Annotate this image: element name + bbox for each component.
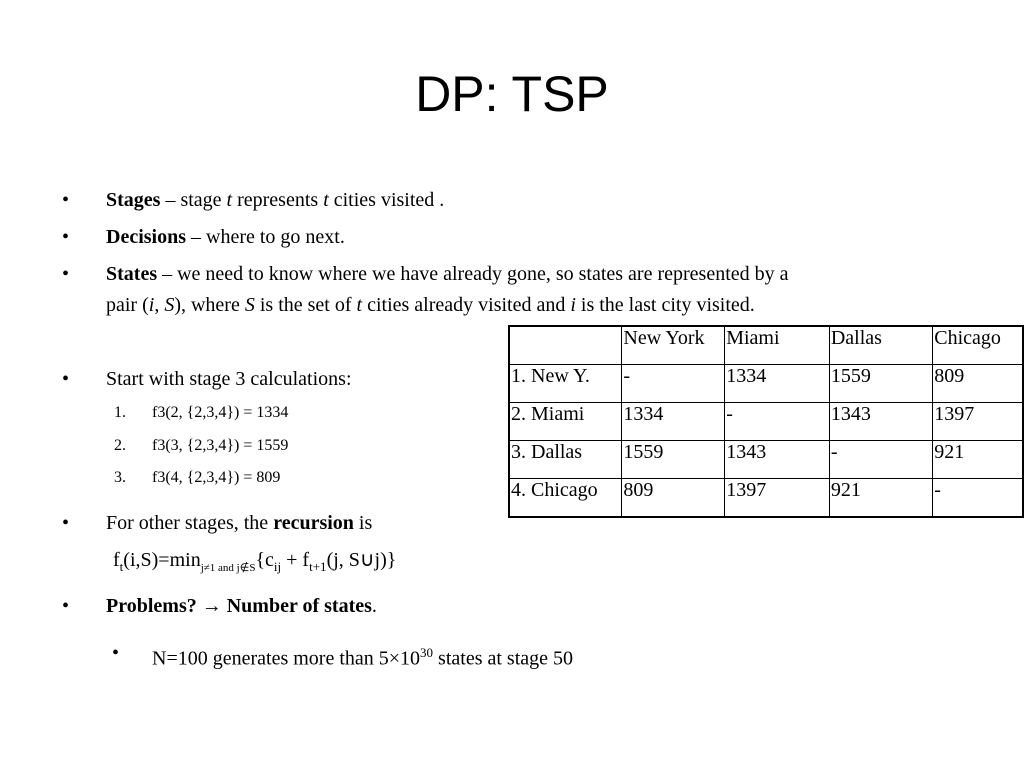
bullet-dot: • <box>62 263 70 285</box>
table-cell: 1334 <box>725 365 830 403</box>
table-cell: 1334 <box>622 403 725 441</box>
table-row <box>509 365 1023 403</box>
bullet-problems-text: Problems? → Number of states. <box>106 595 377 617</box>
table-row <box>509 479 1023 518</box>
bullet-states-line2: pair (i, S), where S is the set of t cities already visited and i is the last city visited. <box>106 294 755 316</box>
table-cell: - <box>829 441 932 479</box>
table-cell: 1397 <box>725 479 830 518</box>
table-row <box>509 403 1023 441</box>
distance-table <box>508 325 1024 518</box>
table-header-row <box>509 326 1023 365</box>
bullet-dot: • <box>112 642 120 664</box>
table-cell: 1559 <box>622 441 725 479</box>
table-cell: 3. Dallas <box>509 441 622 479</box>
table-cell: 921 <box>829 479 932 518</box>
table-row <box>509 441 1023 479</box>
table-cell: 809 <box>933 365 1023 403</box>
bullet-start-text: Start with stage 3 calculations: <box>106 368 352 390</box>
table-header-cell: Miami <box>725 326 830 365</box>
table-cell: 1. New Y. <box>509 365 622 403</box>
bullet-dot: • <box>62 368 70 390</box>
table-header-cell <box>509 326 622 365</box>
table-cell: - <box>933 479 1023 518</box>
bullet-recursion-text: For other stages, the recursion is <box>106 512 373 534</box>
bullet-states-line1: States – we need to know where we have already gone, so states are represented by a <box>106 263 789 285</box>
bullet-dot: • <box>62 189 70 211</box>
table-cell: - <box>622 365 725 403</box>
table-cell: 1559 <box>829 365 932 403</box>
stages-label: Stages <box>106 189 161 211</box>
bullet-dot: • <box>62 595 70 617</box>
table-cell: 809 <box>622 479 725 518</box>
bullet-decisions-text: Decisions – where to go next. <box>106 226 345 248</box>
states-label: States <box>106 263 158 285</box>
bullet-dot: • <box>62 512 70 534</box>
table-cell: 4. Chicago <box>509 479 622 518</box>
decisions-label: Decisions <box>106 226 186 248</box>
sub-bullet-text: N=100 generates more than $5\times 10^{30}$ states at stage 50 <box>152 645 574 670</box>
bullet-dot: • <box>62 226 70 248</box>
table-cell: 921 <box>933 441 1023 479</box>
table-cell: - <box>725 403 830 441</box>
bullet-stages-text: Stages – stage t represents t cities visited . <box>106 189 445 211</box>
table-header-cell: Chicago <box>933 326 1023 365</box>
slide-title: DP: TSP <box>415 66 609 122</box>
table-header-cell: New York <box>622 326 725 365</box>
table-cell: 1343 <box>829 403 932 441</box>
table-cell: 2. Miami <box>509 403 622 441</box>
recursion-formula: $f_t(i,S)=\min_{j\ne 1 and j\notin S}\{c_{ij} + f_{t+1}(j$, S∪j)} <box>113 549 397 574</box>
table-cell: 1343 <box>725 441 830 479</box>
table-header-cell: Dallas <box>829 326 932 365</box>
table-cell: 1397 <box>933 403 1023 441</box>
